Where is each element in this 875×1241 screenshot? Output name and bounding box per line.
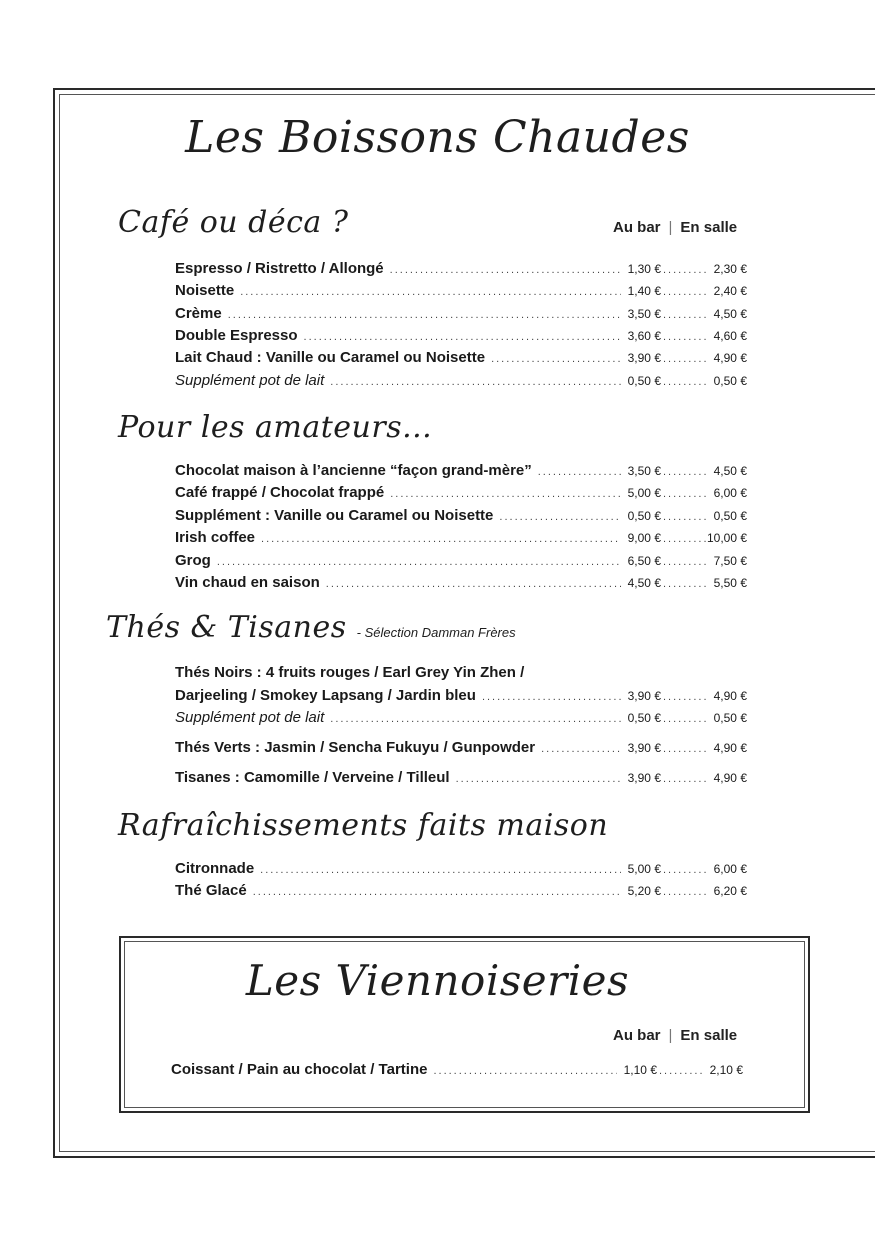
leader-dots <box>663 286 707 298</box>
price-salle: 4,50 € <box>713 307 747 321</box>
leader-dots <box>491 353 621 365</box>
menu-item <box>175 260 747 280</box>
price-bar: 3,90 € <box>627 771 661 785</box>
leader-dots <box>538 466 621 478</box>
item-name: Crème <box>175 305 222 322</box>
menu-item <box>175 282 747 302</box>
item-name: Café frappé / Chocolat frappé <box>175 484 385 501</box>
item-name: Irish coffee <box>175 529 256 546</box>
section-title-thes-text: Thés & Tisanes <box>106 610 347 645</box>
leader-dots <box>663 511 707 523</box>
thes-noirs-line1 <box>175 664 524 681</box>
menu-item <box>175 529 747 549</box>
item-name: Coissant / Pain au chocolat / Tartine <box>171 1061 428 1078</box>
col-au-bar: Au bar <box>613 219 661 236</box>
price-bar: 1,40 € <box>627 284 661 298</box>
price-bar: 3,50 € <box>627 307 661 321</box>
leader-dots <box>304 331 621 343</box>
price-salle: 4,50 € <box>713 464 747 478</box>
leader-dots <box>228 309 621 321</box>
item-name: Supplément pot de lait <box>175 372 325 389</box>
price-bar: 0,50 € <box>627 711 661 725</box>
price-salle: 6,00 € <box>713 862 747 876</box>
leader-dots <box>482 691 621 703</box>
menu-item <box>175 860 747 880</box>
menu-item <box>175 327 747 347</box>
item-name: Lait Chaud : Vanille ou Caramel ou Noisette <box>175 349 486 366</box>
item-name: Vin chaud en saison <box>175 574 320 591</box>
leader-dots <box>663 376 707 388</box>
leader-dots <box>663 533 707 545</box>
item-name: Espresso / Ristretto / Allongé <box>175 260 384 277</box>
menu-item-supplement <box>175 372 747 392</box>
price-bar: 3,90 € <box>627 351 661 365</box>
menu-item <box>175 507 747 527</box>
price-salle: 0,50 € <box>713 374 747 388</box>
leader-dots <box>663 864 707 876</box>
section-title-rafraichissements: Rafraîchissements faits maison <box>118 808 609 843</box>
page-title: Les Boissons Chaudes <box>185 112 690 163</box>
leader-dots <box>260 864 621 876</box>
price-bar: 9,00 € <box>627 531 661 545</box>
price-salle: 2,40 € <box>713 284 747 298</box>
item-name: Jasmin / Sencha Fukuyu / Gunpowder <box>264 739 536 756</box>
leader-dots <box>663 743 707 755</box>
col-en-salle: En salle <box>680 1027 738 1044</box>
menu-item <box>171 1061 743 1081</box>
price-salle: 7,50 € <box>713 554 747 568</box>
price-bar: 4,50 € <box>627 576 661 590</box>
leader-dots <box>390 264 621 276</box>
price-bar: 5,00 € <box>627 486 661 500</box>
leader-dots <box>663 331 707 343</box>
leader-dots <box>663 309 707 321</box>
menu-item <box>175 687 747 707</box>
item-name: Camomille / Verveine / Tilleul <box>243 769 450 786</box>
price-salle: 2,30 € <box>713 262 747 276</box>
price-salle: 4,90 € <box>713 771 747 785</box>
menu-item <box>175 552 747 572</box>
leader-dots <box>659 1065 703 1077</box>
price-salle: 0,50 € <box>713 711 747 725</box>
leader-dots <box>217 556 621 568</box>
section-title-cafe: Café ou déca ? <box>118 205 349 240</box>
leader-dots <box>663 556 707 568</box>
leader-dots <box>253 886 621 898</box>
leader-dots <box>663 488 707 500</box>
price-salle: 4,90 € <box>713 351 747 365</box>
col-separator: | <box>668 1027 673 1044</box>
leader-dots <box>390 488 621 500</box>
item-name: Chocolat maison à l’ancienne “façon grand-mère” <box>175 462 532 479</box>
price-bar: 5,20 € <box>627 884 661 898</box>
menu-item <box>175 462 747 482</box>
item-name: Double Espresso <box>175 327 298 344</box>
thes-noirs-label: Thés Noirs : <box>175 664 262 681</box>
leader-dots <box>240 286 621 298</box>
price-bar: 6,50 € <box>627 554 661 568</box>
price-salle: 6,20 € <box>713 884 747 898</box>
leader-dots <box>663 691 707 703</box>
price-bar: 5,00 € <box>627 862 661 876</box>
price-salle: 2,10 € <box>709 1063 743 1077</box>
thes-noirs-varieties: 4 fruits rouges / Earl Grey Yin Zhen / <box>265 664 525 681</box>
price-bar: 0,50 € <box>627 374 661 388</box>
section-title-amateurs: Pour les amateurs... <box>118 410 433 445</box>
leader-dots <box>663 353 707 365</box>
price-salle: 4,60 € <box>713 329 747 343</box>
leader-dots <box>663 466 707 478</box>
menu-item <box>175 769 747 789</box>
price-bar: 1,30 € <box>627 262 661 276</box>
price-bar: 3,60 € <box>627 329 661 343</box>
leader-dots <box>663 886 707 898</box>
price-salle: 5,50 € <box>713 576 747 590</box>
item-name: Citronnade <box>175 860 255 877</box>
menu-item <box>175 574 747 594</box>
leader-dots <box>330 713 621 725</box>
price-bar: 3,90 € <box>627 741 661 755</box>
item-name: Noisette <box>175 282 235 299</box>
menu-item <box>175 739 747 759</box>
leader-dots <box>541 743 621 755</box>
section-title-thes <box>106 610 516 645</box>
leader-dots <box>663 264 707 276</box>
price-salle: 0,50 € <box>713 509 747 523</box>
col-separator: | <box>668 219 673 236</box>
leader-dots <box>433 1065 617 1077</box>
leader-dots <box>663 578 707 590</box>
price-bar: 3,50 € <box>627 464 661 478</box>
menu-item <box>175 305 747 325</box>
leader-dots <box>663 773 707 785</box>
leader-dots <box>261 533 621 545</box>
menu-item <box>175 882 747 902</box>
item-label: Tisanes : <box>175 769 240 786</box>
leader-dots <box>499 511 621 523</box>
col-au-bar: Au bar <box>613 1027 661 1044</box>
column-headers-viennoiseries <box>613 1027 737 1044</box>
item-name: Supplément : Vanille ou Caramel ou Noisette <box>175 507 494 524</box>
item-name: Darjeeling / Smokey Lapsang / Jardin bleu <box>175 687 476 704</box>
price-salle: 10,00 € <box>707 531 748 545</box>
viennoiseries-title: Les Viennoiseries <box>245 956 630 1005</box>
price-salle: 4,90 € <box>713 689 747 703</box>
price-bar: 3,90 € <box>627 689 661 703</box>
leader-dots <box>663 713 707 725</box>
leader-dots <box>326 578 621 590</box>
item-name: Thé Glacé <box>175 882 247 899</box>
column-headers <box>613 219 737 236</box>
price-bar: 1,10 € <box>623 1063 657 1077</box>
price-salle: 4,90 € <box>713 741 747 755</box>
item-name: Supplément pot de lait <box>175 709 325 726</box>
menu-item-supplement <box>175 709 747 729</box>
col-en-salle: En salle <box>680 219 738 236</box>
leader-dots <box>330 376 621 388</box>
menu-item <box>175 484 747 504</box>
leader-dots <box>456 773 621 785</box>
price-salle: 6,00 € <box>713 486 747 500</box>
menu-item <box>175 349 747 369</box>
item-label: Thés Verts : <box>175 739 261 756</box>
section-note: - Sélection Damman Frères <box>356 625 516 640</box>
price-bar: 0,50 € <box>627 509 661 523</box>
item-name: Grog <box>175 552 211 569</box>
